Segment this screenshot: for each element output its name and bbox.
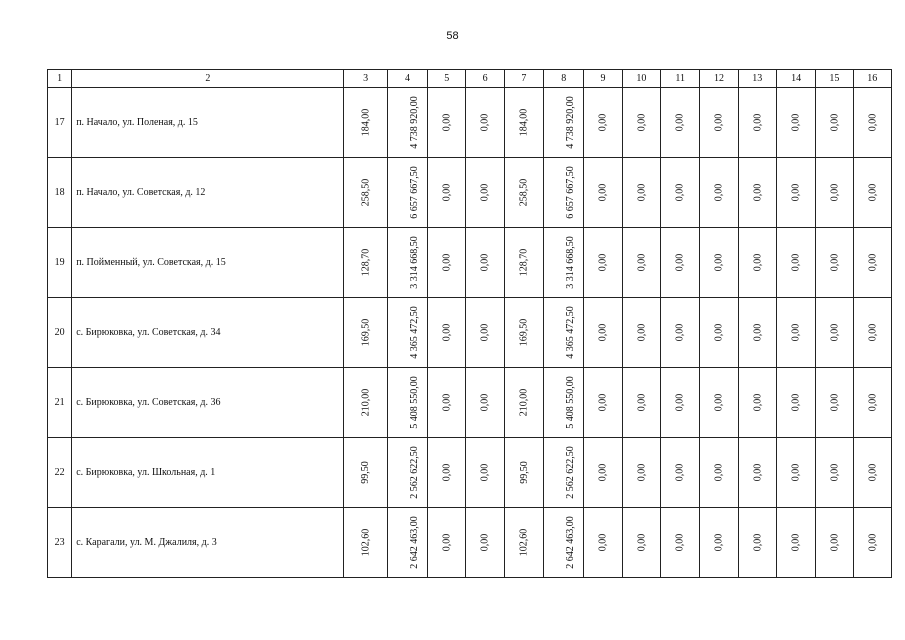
value-cell (700, 508, 738, 578)
value-cell (622, 368, 660, 438)
value-text: 0,00 (866, 183, 878, 202)
value-text: 0,00 (441, 463, 453, 482)
value-cell (344, 158, 387, 228)
value-cell (700, 298, 738, 368)
value-text: 0,00 (790, 253, 802, 272)
value-text: 0,00 (597, 533, 609, 552)
value-cell (387, 368, 427, 438)
value-text: 4 738 920,00 (408, 96, 420, 149)
table-row (48, 298, 892, 368)
value-cell (776, 228, 815, 298)
value-text: 102,60 (518, 528, 530, 557)
value-cell (344, 438, 387, 508)
value-text: 5 408 550,00 (408, 376, 420, 429)
value-cell (622, 228, 660, 298)
value-text: 4 738 920,00 (564, 96, 576, 149)
column-header: 4 (387, 70, 427, 88)
value-text: 0,00 (713, 393, 725, 412)
address-cell: п. Начало, ул. Советская, д. 12 (72, 158, 344, 228)
row-number: 21 (48, 368, 72, 438)
value-cell (544, 368, 584, 438)
address-cell: с. Бирюковка, ул. Советская, д. 36 (72, 368, 344, 438)
value-cell (776, 88, 815, 158)
value-text: 0,00 (713, 463, 725, 482)
value-text: 0,00 (751, 323, 763, 342)
value-text: 210,00 (518, 388, 530, 417)
value-cell (700, 158, 738, 228)
value-cell (466, 508, 504, 578)
value-text: 2 642 463,00 (564, 516, 576, 569)
column-header: 16 (853, 70, 891, 88)
value-text: 0,00 (597, 183, 609, 202)
column-header: 12 (700, 70, 738, 88)
value-cell (387, 158, 427, 228)
value-cell (504, 228, 543, 298)
value-text: 0,00 (635, 393, 647, 412)
value-cell (816, 88, 853, 158)
column-header: 2 (72, 70, 344, 88)
value-text: 0,00 (866, 463, 878, 482)
value-cell (816, 438, 853, 508)
value-text: 6 657 667,50 (408, 166, 420, 219)
value-cell (344, 368, 387, 438)
value-cell (466, 228, 504, 298)
value-text: 0,00 (790, 463, 802, 482)
value-text: 3 314 668,50 (564, 236, 576, 289)
value-text: 0,00 (635, 463, 647, 482)
table-row (48, 88, 892, 158)
value-text: 0,00 (674, 183, 686, 202)
value-cell (544, 88, 584, 158)
column-header: 11 (661, 70, 700, 88)
value-cell (776, 508, 815, 578)
value-text: 99,50 (360, 461, 372, 484)
value-text: 0,00 (751, 253, 763, 272)
value-cell (700, 228, 738, 298)
value-cell (776, 158, 815, 228)
value-text: 0,00 (674, 393, 686, 412)
value-cell (504, 368, 543, 438)
value-text: 0,00 (597, 393, 609, 412)
value-text: 0,00 (479, 533, 491, 552)
value-cell (622, 158, 660, 228)
value-cell (661, 88, 700, 158)
value-cell (622, 298, 660, 368)
value-cell (853, 368, 891, 438)
value-text: 0,00 (597, 463, 609, 482)
column-header: 9 (584, 70, 622, 88)
value-cell (466, 298, 504, 368)
value-text: 0,00 (635, 323, 647, 342)
value-cell (738, 368, 776, 438)
value-text: 0,00 (828, 463, 840, 482)
header-row (48, 70, 892, 88)
address-cell: п. Начало, ул. Поленая, д. 15 (72, 88, 344, 158)
value-text: 0,00 (828, 533, 840, 552)
value-text: 0,00 (479, 253, 491, 272)
value-text: 0,00 (479, 323, 491, 342)
value-text: 0,00 (674, 323, 686, 342)
value-text: 0,00 (441, 393, 453, 412)
value-cell (544, 158, 584, 228)
column-header: 6 (466, 70, 504, 88)
value-cell (584, 368, 622, 438)
row-number: 20 (48, 298, 72, 368)
value-cell (387, 508, 427, 578)
value-text: 0,00 (790, 183, 802, 202)
value-text: 0,00 (597, 323, 609, 342)
table-body (48, 70, 892, 578)
value-text: 0,00 (751, 533, 763, 552)
value-text: 6 657 667,50 (564, 166, 576, 219)
value-text: 0,00 (828, 323, 840, 342)
value-cell (428, 228, 466, 298)
value-text: 5 408 550,00 (564, 376, 576, 429)
value-text: 0,00 (713, 113, 725, 132)
address-cell: с. Бирюковка, ул. Школьная, д. 1 (72, 438, 344, 508)
value-text: 0,00 (828, 253, 840, 272)
address-cell: с. Карагали, ул. М. Джалиля, д. 3 (72, 508, 344, 578)
table-row (48, 228, 892, 298)
value-cell (504, 438, 543, 508)
value-text: 0,00 (441, 183, 453, 202)
value-cell (853, 298, 891, 368)
value-text: 0,00 (635, 253, 647, 272)
value-text: 184,00 (518, 108, 530, 137)
value-cell (816, 508, 853, 578)
value-cell (853, 508, 891, 578)
value-cell (387, 228, 427, 298)
table-row (48, 508, 892, 578)
value-text: 0,00 (441, 533, 453, 552)
value-cell (584, 158, 622, 228)
value-text: 0,00 (479, 463, 491, 482)
value-cell (853, 438, 891, 508)
value-cell (661, 228, 700, 298)
value-cell (661, 368, 700, 438)
value-text: 0,00 (866, 323, 878, 342)
value-cell (738, 438, 776, 508)
value-cell (816, 158, 853, 228)
value-cell (700, 438, 738, 508)
value-cell (816, 368, 853, 438)
value-cell (622, 508, 660, 578)
value-cell (738, 158, 776, 228)
value-text: 0,00 (790, 113, 802, 132)
value-text: 0,00 (479, 183, 491, 202)
value-cell (816, 228, 853, 298)
column-header: 5 (428, 70, 466, 88)
value-text: 0,00 (597, 253, 609, 272)
value-cell (387, 298, 427, 368)
value-text: 2 562 622,50 (408, 446, 420, 499)
value-text: 0,00 (674, 533, 686, 552)
value-cell (428, 438, 466, 508)
value-cell (738, 508, 776, 578)
column-header: 10 (622, 70, 660, 88)
value-cell (776, 298, 815, 368)
value-text: 0,00 (828, 113, 840, 132)
value-text: 169,50 (518, 318, 530, 347)
value-text: 0,00 (790, 533, 802, 552)
value-cell (853, 228, 891, 298)
value-cell (584, 508, 622, 578)
value-cell (428, 368, 466, 438)
value-cell (466, 368, 504, 438)
value-text: 0,00 (828, 393, 840, 412)
value-cell (776, 438, 815, 508)
value-text: 0,00 (597, 113, 609, 132)
value-cell (504, 158, 543, 228)
value-cell (738, 228, 776, 298)
value-text: 0,00 (713, 323, 725, 342)
column-header: 7 (504, 70, 543, 88)
row-number: 17 (48, 88, 72, 158)
value-text: 0,00 (674, 463, 686, 482)
value-text: 184,00 (360, 108, 372, 137)
value-cell (622, 88, 660, 158)
value-cell (661, 158, 700, 228)
value-cell (700, 88, 738, 158)
value-text: 0,00 (441, 323, 453, 342)
value-cell (661, 438, 700, 508)
table-row (48, 158, 892, 228)
value-cell (544, 228, 584, 298)
value-text: 0,00 (713, 183, 725, 202)
value-cell (344, 298, 387, 368)
value-cell (544, 298, 584, 368)
value-text: 0,00 (479, 113, 491, 132)
value-text: 0,00 (828, 183, 840, 202)
value-cell (738, 298, 776, 368)
value-cell (466, 438, 504, 508)
value-cell (466, 88, 504, 158)
value-text: 0,00 (866, 253, 878, 272)
value-cell (344, 228, 387, 298)
value-text: 0,00 (866, 113, 878, 132)
page-number: 58 (446, 30, 459, 42)
value-text: 0,00 (635, 183, 647, 202)
value-cell (344, 508, 387, 578)
value-text: 258,50 (518, 178, 530, 207)
value-cell (504, 508, 543, 578)
value-text: 0,00 (635, 533, 647, 552)
value-cell (700, 368, 738, 438)
value-text: 2 642 463,00 (408, 516, 420, 569)
value-text: 0,00 (866, 533, 878, 552)
value-text: 128,70 (518, 248, 530, 277)
value-text: 3 314 668,50 (408, 236, 420, 289)
value-cell (387, 88, 427, 158)
value-text: 0,00 (790, 323, 802, 342)
value-cell (428, 88, 466, 158)
value-cell (776, 368, 815, 438)
value-cell (504, 88, 543, 158)
address-cell: п. Пойменный, ул. Советская, д. 15 (72, 228, 344, 298)
value-text: 0,00 (751, 463, 763, 482)
value-text: 2 562 622,50 (564, 446, 576, 499)
value-cell (584, 298, 622, 368)
value-text: 258,50 (360, 178, 372, 207)
value-text: 0,00 (674, 113, 686, 132)
row-number: 18 (48, 158, 72, 228)
value-text: 4 365 472,50 (564, 306, 576, 359)
table-row (48, 368, 892, 438)
value-cell (544, 438, 584, 508)
value-text: 210,00 (360, 388, 372, 417)
column-header: 15 (816, 70, 853, 88)
value-text: 102,60 (360, 528, 372, 557)
value-text: 0,00 (441, 253, 453, 272)
value-cell (504, 298, 543, 368)
value-cell (544, 508, 584, 578)
value-cell (584, 438, 622, 508)
value-text: 0,00 (790, 393, 802, 412)
table-row (48, 438, 892, 508)
value-text: 0,00 (441, 113, 453, 132)
column-header: 3 (344, 70, 387, 88)
value-cell (622, 438, 660, 508)
value-text: 128,70 (360, 248, 372, 277)
column-header: 14 (776, 70, 815, 88)
value-text: 0,00 (674, 253, 686, 272)
value-text: 4 365 472,50 (408, 306, 420, 359)
row-number: 22 (48, 438, 72, 508)
address-cell: с. Бирюковка, ул. Советская, д. 34 (72, 298, 344, 368)
value-text: 0,00 (751, 113, 763, 132)
value-text: 99,50 (518, 461, 530, 484)
column-header: 1 (48, 70, 72, 88)
value-cell (584, 228, 622, 298)
row-number: 19 (48, 228, 72, 298)
value-text: 0,00 (479, 393, 491, 412)
value-text: 0,00 (751, 393, 763, 412)
value-cell (428, 298, 466, 368)
value-cell (344, 88, 387, 158)
data-table (47, 69, 892, 578)
column-header: 8 (544, 70, 584, 88)
value-cell (466, 158, 504, 228)
value-cell (661, 298, 700, 368)
value-text: 0,00 (866, 393, 878, 412)
value-text: 0,00 (751, 183, 763, 202)
value-text: 0,00 (713, 533, 725, 552)
value-cell (428, 508, 466, 578)
row-number: 23 (48, 508, 72, 578)
value-cell (816, 298, 853, 368)
value-text: 0,00 (713, 253, 725, 272)
value-cell (661, 508, 700, 578)
value-cell (738, 88, 776, 158)
value-text: 0,00 (635, 113, 647, 132)
value-cell (428, 158, 466, 228)
value-cell (387, 438, 427, 508)
value-text: 169,50 (360, 318, 372, 347)
value-cell (853, 158, 891, 228)
value-cell (853, 88, 891, 158)
column-header: 13 (738, 70, 776, 88)
value-cell (584, 88, 622, 158)
